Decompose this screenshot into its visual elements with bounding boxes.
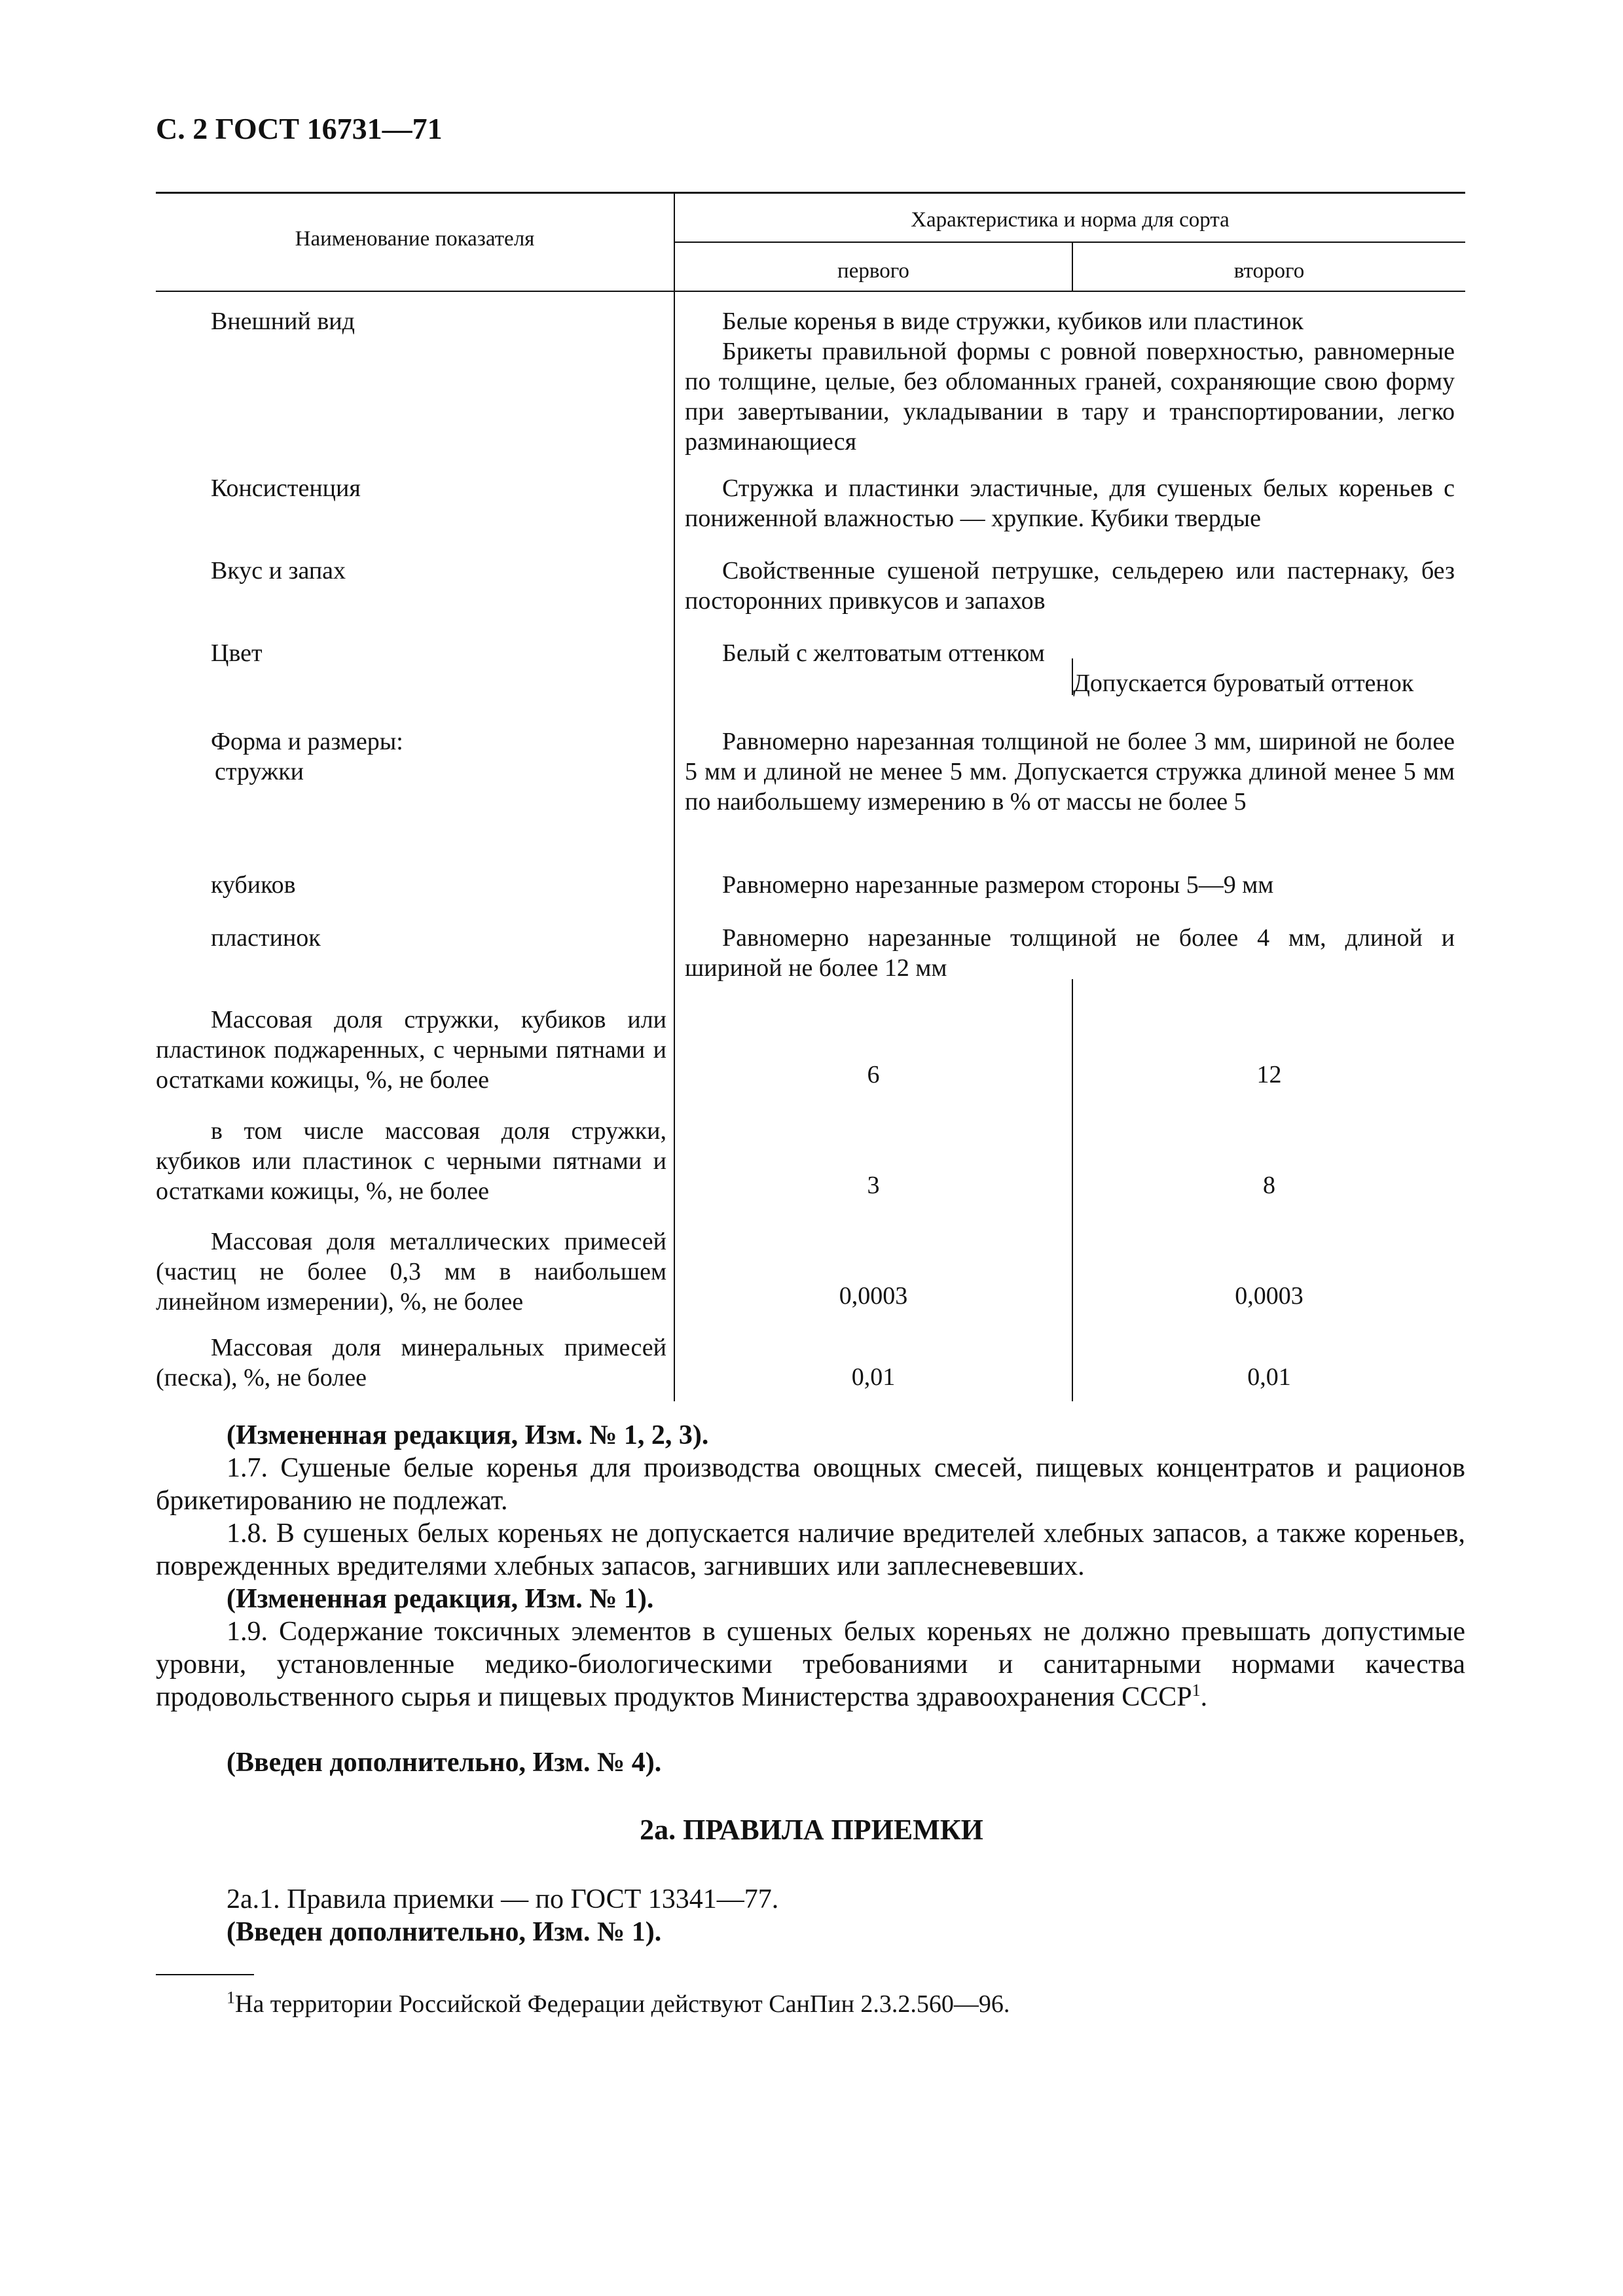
row-mineral-second: 0,01 <box>1247 1363 1291 1391</box>
row-burnt-incl-second: 8 <box>1263 1172 1275 1199</box>
paragraph-1-9-text: 1.9. Содержание токсичных элементов в сушеных белых кореньях не должно превышать допустимые уровни, установленные медико-биологическими требованиями и санитарными нормами качества продовольственного сырья и пищевых продуктов Министерства здравоохранения СССР <box>156 1617 1465 1712</box>
row-shavings-name: стружки <box>215 758 304 785</box>
amendment-note-2: (Измененная редакция, Изм. № 1). <box>227 1584 654 1614</box>
paragraph-2a-1: 2а.1. Правила приемки — по ГОСТ 13341—77. <box>227 1884 779 1914</box>
header-grade-first: первого <box>837 259 909 283</box>
paragraph-1-9 <box>156 1615 1465 1713</box>
row-mineral-first: 0,01 <box>851 1363 896 1391</box>
row-appearance-value-2: Брикеты правильной формы с ровной поверхностью, равномерные по толщине, целые, без обломанных граней, сохраняющие свою форму при завертывании, укладывании в тару и транспортировании, легко разминающиеся <box>685 338 1455 456</box>
row-color-value-second: Допускается буроватый оттенок <box>1073 670 1414 697</box>
footnote-separator <box>156 1974 254 1975</box>
row-burnt-name: Массовая доля стружки, кубиков или пластинок поджаренных, с черными пятнами и остатками кожицы, %, не более <box>156 1006 666 1094</box>
row-mineral-name: Массовая доля минеральных примесей (песка), %, не более <box>156 1334 666 1391</box>
row-metal-first: 0,0003 <box>839 1282 908 1310</box>
row-shavings-value: Равномерно нарезанная толщиной не более 3 мм, шириной не более 5 мм и длиной не менее 5 мм. Допускается стружка длиной менее 5 мм по наибольшему измерению в % от массы не более 5 <box>685 728 1455 816</box>
row-plates-name: пластинок <box>211 924 321 952</box>
row-burnt-second: 12 <box>1256 1061 1282 1088</box>
header-bottom-rule <box>156 291 1465 292</box>
row-burnt-first: 6 <box>867 1061 880 1088</box>
row-metal-name: Массовая доля металлических примесей (частиц не более 0,3 мм в наибольшем линейном измерении), %, не более <box>156 1228 666 1316</box>
header-grade-group: Характеристика и норма для сорта <box>911 208 1230 232</box>
row-appearance-name: Внешний вид <box>211 308 355 335</box>
row-burnt-incl-name: в том числе массовая доля стружки, кубиков или пластинок с черными пятнами и остатками кожицы, %, не более <box>156 1117 666 1205</box>
row-consistency-value: Стружка и пластинки эластичные, для сушеных белых кореньев с пониженной влажностью — хрупкие. Кубики твердые <box>685 475 1455 532</box>
row-consistency-name: Консистенция <box>211 475 361 502</box>
row-metal-second: 0,0003 <box>1235 1282 1304 1310</box>
paragraph-1-8: 1.8. В сушеных белых кореньях не допускается наличие вредителей хлебных запасов, а также кореньев, поврежденных вредителями хлебных запасов, загнивших или заплесневевших. <box>156 1518 1465 1581</box>
amendment-note-3: (Введен дополнительно, Изм. № 4). <box>227 1748 662 1778</box>
row-color-value-common: Белый с желтоватым оттенком <box>722 639 1045 667</box>
row-plates-value: Равномерно нарезанные толщиной не более 4 мм, длиной и шириной не более 12 мм <box>685 924 1455 982</box>
amendment-note-4: (Введен дополнительно, Изм. № 1). <box>227 1917 662 1947</box>
row-taste-name: Вкус и запах <box>211 557 346 584</box>
page-header: С. 2 ГОСТ 16731—71 <box>156 112 443 145</box>
header-group-rule <box>674 242 1465 243</box>
header-grade-second: второго <box>1233 259 1305 283</box>
footnote-mark: 1 <box>227 1988 235 2007</box>
section-title: 2а. ПРАВИЛА ПРИЕМКИ <box>640 1814 983 1846</box>
column-divider-main <box>674 192 675 1401</box>
footnote-text: На территории Российской Федерации действуют СанПин 2.3.2.560—96. <box>235 1990 1010 2018</box>
row-appearance-value-1: Белые коренья в виде стружки, кубиков или пластинок <box>722 308 1304 335</box>
row-shape-name: Форма и размеры: <box>211 728 403 755</box>
table-top-rule <box>156 192 1465 194</box>
footnote-ref: 1 <box>1192 1681 1201 1700</box>
row-taste-value: Свойственные сушеной петрушке, сельдерею или пастернаку, без посторонних привкусов и запахов <box>685 557 1455 615</box>
row-burnt-incl-first: 3 <box>867 1172 880 1199</box>
paragraph-1-9-end: . <box>1200 1682 1208 1712</box>
row-cubes-value: Равномерно нарезанные размером стороны 5—9 мм <box>722 871 1274 899</box>
paragraph-1-7: 1.7. Сушеные белые коренья для производства овощных смесей, пищевых концентратов и рационов брикетированию не подлежат. <box>156 1453 1465 1516</box>
header-indicator-name: Наименование показателя <box>295 227 535 251</box>
footnote <box>227 1990 1010 2018</box>
row-cubes-name: кубиков <box>211 871 296 899</box>
amendment-note-1: (Измененная редакция, Изм. № 1, 2, 3). <box>227 1420 709 1450</box>
row-color-name: Цвет <box>211 639 263 667</box>
